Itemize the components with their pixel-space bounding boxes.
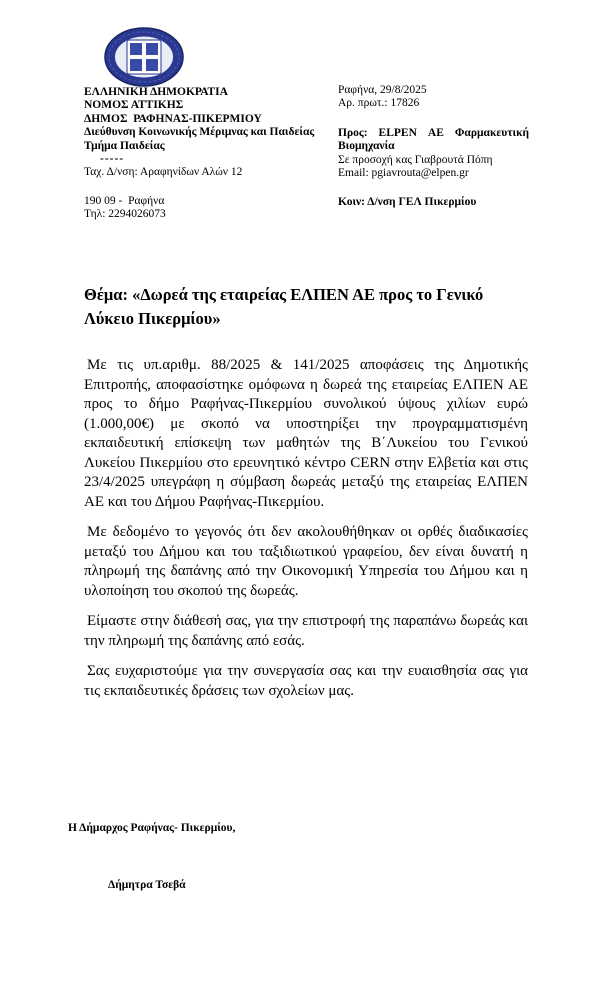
letterhead-left-block xyxy=(84,86,340,222)
department-line: Τμήμα Παιδείας xyxy=(84,139,165,152)
body-paragraph-3: Είμαστε στην διάθεσή σας, για την επιστροφή της παραπάνω δωρεάς και την πληρωμή της δαπάνης από εσάς. xyxy=(84,613,528,649)
protocol-number-line: Αρ. πρωτ.: 17826 xyxy=(338,97,420,110)
signatory-title: Η Δήμαρχος Ραφήνας- Πικερμίου, xyxy=(68,822,236,834)
email-line: Email: pgiavrouta@elpen.gr xyxy=(338,167,469,180)
letterhead-divider: ----- xyxy=(100,153,125,166)
signature-block xyxy=(68,822,235,891)
directorate-line: Διεύθυνση Κοινωνικής Μέριμνας και Παιδείας xyxy=(84,126,315,139)
body-paragraph-4: Σας ευχαριστούμε για την συνεργασία σας και την ευαισθησία σας για τις εκπαιδευτικές δράσεις των σχολείων μας. xyxy=(84,663,528,699)
address-line: Ταχ. Δ/νση: Αραφηνίδων Αλών 12 xyxy=(84,166,243,179)
authority-line-1: ΕΛΛΗΝΙΚΗ ΔΗΜΟΚΡΑΤΙΑ xyxy=(84,86,228,98)
letterhead-spacer xyxy=(84,180,340,195)
signatory-name: Δήμητρα Τσεβά xyxy=(108,879,186,891)
body-paragraph-2: Με δεδομένο το γεγονός ότι δεν ακολουθήθηκαν οι ορθές διαδικασίες μεταξύ του Δήμου και του ταξιδιωτικού γραφείου, δεν είναι δυνατή η πληρωμή της δαπάνης από την Οικονομική Υπηρεσία του Δήμου και η υλοποίηση του σκοπού της δωρεάς. xyxy=(84,524,528,599)
phone-line: Τηλ: 2294026073 xyxy=(84,208,166,221)
place-date-line: Ραφήνα, 29/8/2025 xyxy=(338,84,427,96)
cc-line: Κοιν: Δ/νση ΓΕΛ Πικερμίου xyxy=(338,196,477,209)
to-value: ELPEN ΑΕ Φαρμακευτική Βιομηχανία xyxy=(338,126,529,153)
body-paragraph-1: Με τις υπ.αριθμ. 88/2025 & 141/2025 αποφάσεις της Δημοτικής Επιτροπής, αποφασίστηκε ομόφωνα η δωρεά της εταιρείας ΕΛΠΕΝ ΑΕ προς το δήμο Ραφήνας-Πικερμίου συνολικού ύψους χιλίων ευρώ (1.000,00€) με σκοπό να υποστηρίξει την προγραμματισμένη εκπαιδευτική επίσκεψη των μαθητών της Β΄Λυκείου του Γενικού Λυκείου Πικερμίου στο ερευνητικό κέντρο CERN στην Ελβετία και στις 23/4/2025 υπεγράφη η σύμβαση δωρεάς μεταξύ της εταιρείας ΕΛΠΕΝ ΑΕ και του Δήμου Ραφήνας-Πικερμίου. xyxy=(84,357,528,510)
authority-line-2: ΝΟΜΟΣ ΑΤΤΙΚΗΣ xyxy=(84,99,184,112)
attention-line: Σε προσοχή κας Γιαβρουτά Πόπη xyxy=(338,153,493,166)
postal-city-line: 190 09 - Ραφήνα xyxy=(84,194,165,207)
recipient-block xyxy=(338,127,529,154)
meta-spacer xyxy=(338,111,529,127)
to-label: Προς: xyxy=(338,126,368,139)
hellenic-republic-emblem-icon xyxy=(103,26,185,88)
meta-spacer-2 xyxy=(338,180,529,196)
subject-line: Θέμα: «Δωρεά της εταιρείας ΕΛΠΕΝ ΑΕ προς το Γενικό Λύκειο Πικερμίου» xyxy=(84,285,484,328)
letter-body xyxy=(84,356,528,712)
letter-meta-block xyxy=(338,84,529,210)
authority-line-3: ΔΗΜΟΣ ΡΑΦΗΝΑΣ-ΠΙΚΕΡΜΙΟΥ xyxy=(84,112,262,125)
